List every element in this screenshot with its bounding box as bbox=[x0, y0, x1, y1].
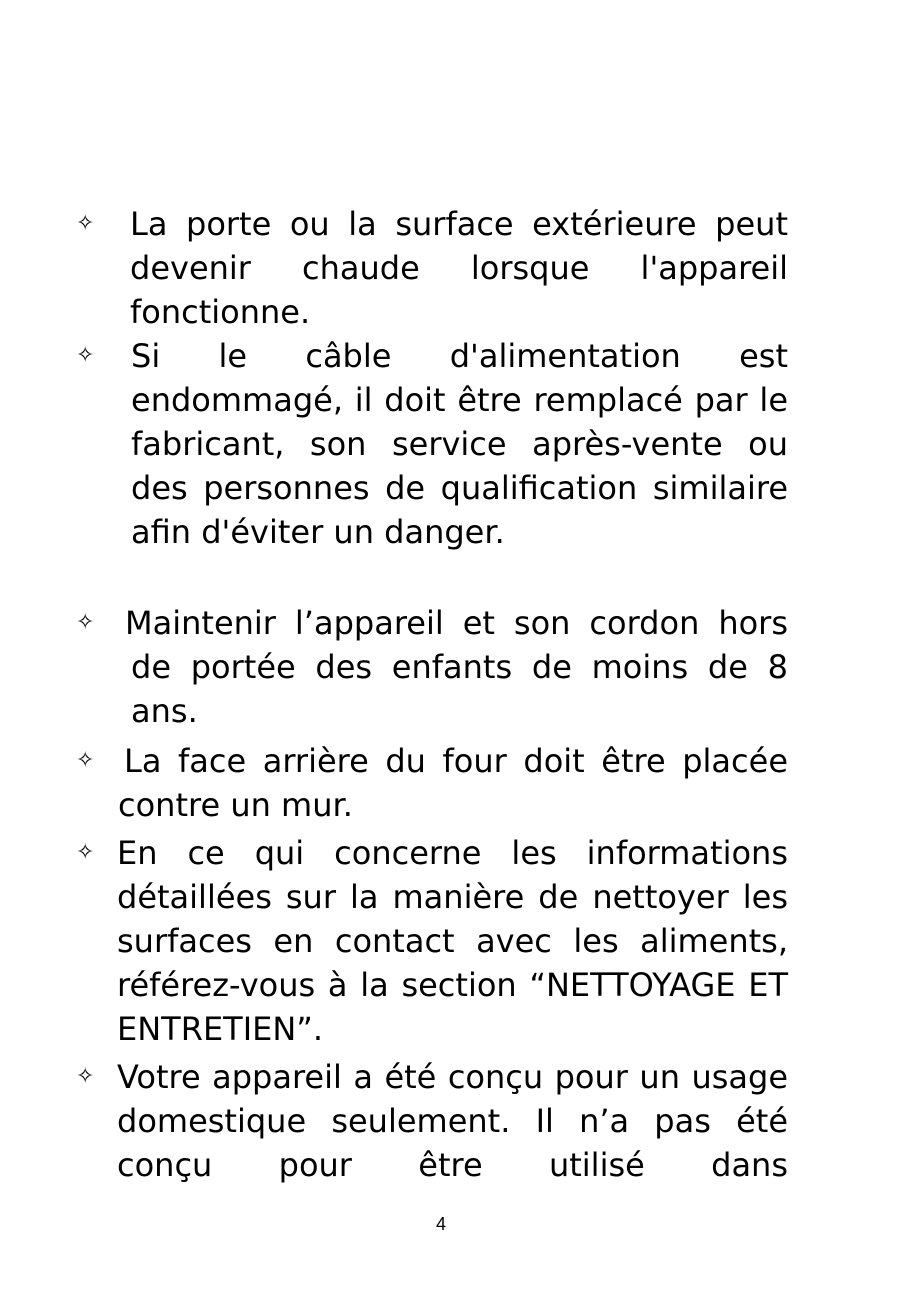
page-number: 4 bbox=[435, 1214, 446, 1234]
list-item bbox=[76, 831, 788, 1051]
bullet-icon: ✧ bbox=[76, 211, 95, 236]
list-item-text: En ce qui concerne les informations détaillées sur la manière de nettoyer les surfaces en contact avec les aliments, référez-vous à la section “NETTOYAGE ET ENTRETIEN”. bbox=[117, 834, 788, 1048]
bullet-icon: ✧ bbox=[76, 610, 95, 635]
list-item bbox=[76, 1055, 788, 1187]
list-item-text: La face arrière du four doit être placée contre un mur. bbox=[118, 742, 788, 824]
list-item-text: Si le câble d'alimentation est endommagé, il doit être remplacé par le fabricant, son service après-vente ou des personnes de qualification similaire afin d'éviter un danger. bbox=[131, 337, 788, 551]
list-item-text: Votre appareil a été conçu pour un usage domestique seulement. Il n’a pas été conçu pour être utilisé dans bbox=[117, 1058, 788, 1184]
bullet-icon: ✧ bbox=[76, 840, 95, 865]
list-item bbox=[76, 601, 788, 733]
bullet-icon: ✧ bbox=[76, 1064, 95, 1089]
list-item-text: La porte ou la surface extérieure peut devenir chaude lorsque l'appareil fonctionne. bbox=[130, 205, 788, 331]
bullet-icon: ✧ bbox=[76, 343, 95, 368]
bullet-icon: ✧ bbox=[76, 748, 95, 773]
list-item bbox=[76, 334, 788, 554]
list-item-text: Maintenir l’appareil et son cordon hors de portée des enfants de moins de 8 ans. bbox=[125, 604, 788, 730]
list-item bbox=[76, 739, 788, 827]
list-item bbox=[76, 202, 788, 334]
